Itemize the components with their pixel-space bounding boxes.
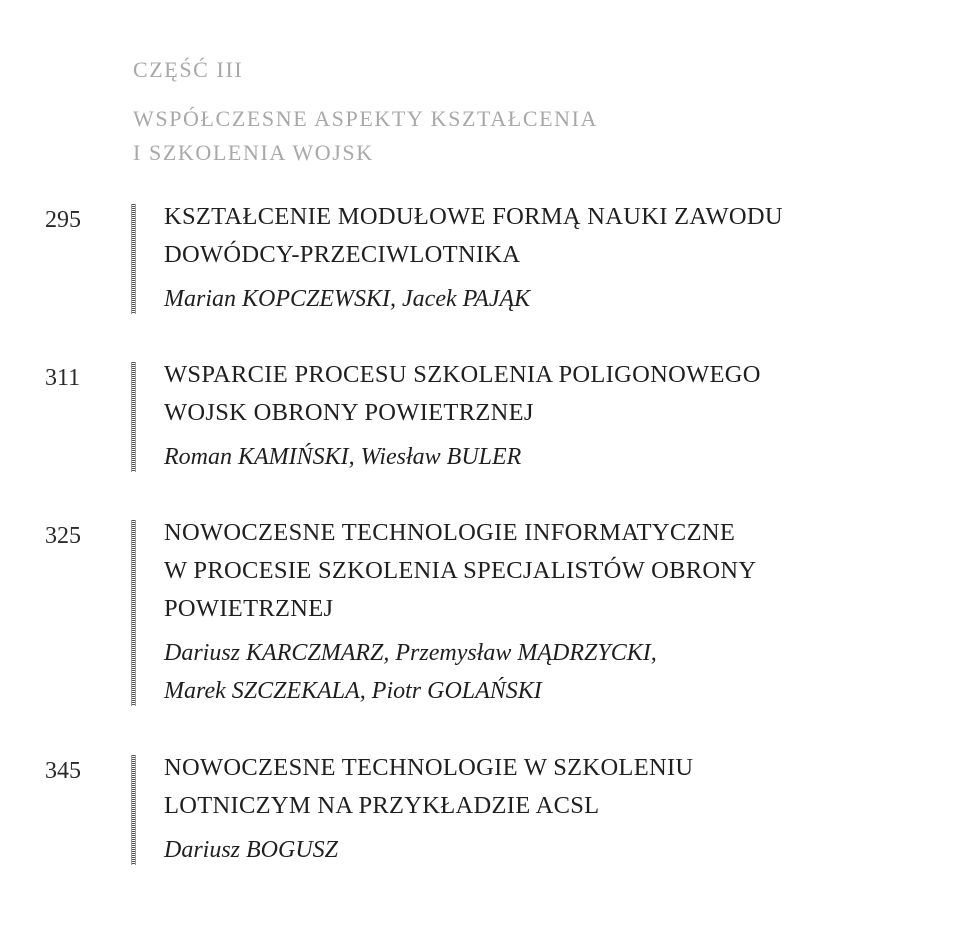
entry-text: [164, 356, 924, 476]
entry-authors: Marian KOPCZEWSKI, Jacek PAJĄK: [164, 286, 531, 312]
entry-title[interactable]: NOWOCZESNE TECHNOLOGIE INFORMATYCZNE W PROCESIE SZKOLENIA SPECJALISTÓW OBRONY POWIETRZNEJ: [164, 519, 757, 622]
entry-title[interactable]: KSZTAŁCENIE MODUŁOWE FORMĄ NAUKI ZAWODU DOWÓDCY-PRZECIWLOTNIKA: [164, 203, 783, 268]
entry-text: [164, 514, 924, 710]
entry-text: [164, 749, 924, 869]
entry-text: [164, 198, 924, 318]
entry-rule: [131, 204, 136, 314]
entry-authors: Dariusz KARCZMARZ, Przemysław MĄDRZYCKI, Marek SZCZEKALA, Piotr GOLAŃSKI: [164, 640, 657, 704]
entry-page-number: 311: [45, 365, 81, 391]
entry-page-number: 295: [45, 207, 81, 233]
part-header: [133, 56, 753, 170]
part-label: CZĘŚĆ III: [133, 57, 244, 82]
part-title: WSPÓŁCZESNE ASPEKTY KSZTAŁCENIA I SZKOLENIA WOJSK: [133, 106, 599, 165]
entry-authors: Roman KAMIŃSKI, Wiesław BULER: [164, 444, 522, 470]
entry-page-number: 325: [45, 523, 81, 549]
entry-rule: [131, 362, 136, 472]
entry-title[interactable]: NOWOCZESNE TECHNOLOGIE W SZKOLENIU LOTNICZYM NA PRZYKŁADZIE ACSL: [164, 754, 694, 819]
entry-page-number: 345: [45, 758, 81, 784]
entry-rule: [131, 755, 136, 865]
entry-title[interactable]: WSPARCIE PROCESU SZKOLENIA POLIGONOWEGO WOJSK OBRONY POWIETRZNEJ: [164, 361, 761, 426]
entry-authors: Dariusz BOGUSZ: [164, 837, 339, 863]
entry-rule: [131, 520, 136, 706]
